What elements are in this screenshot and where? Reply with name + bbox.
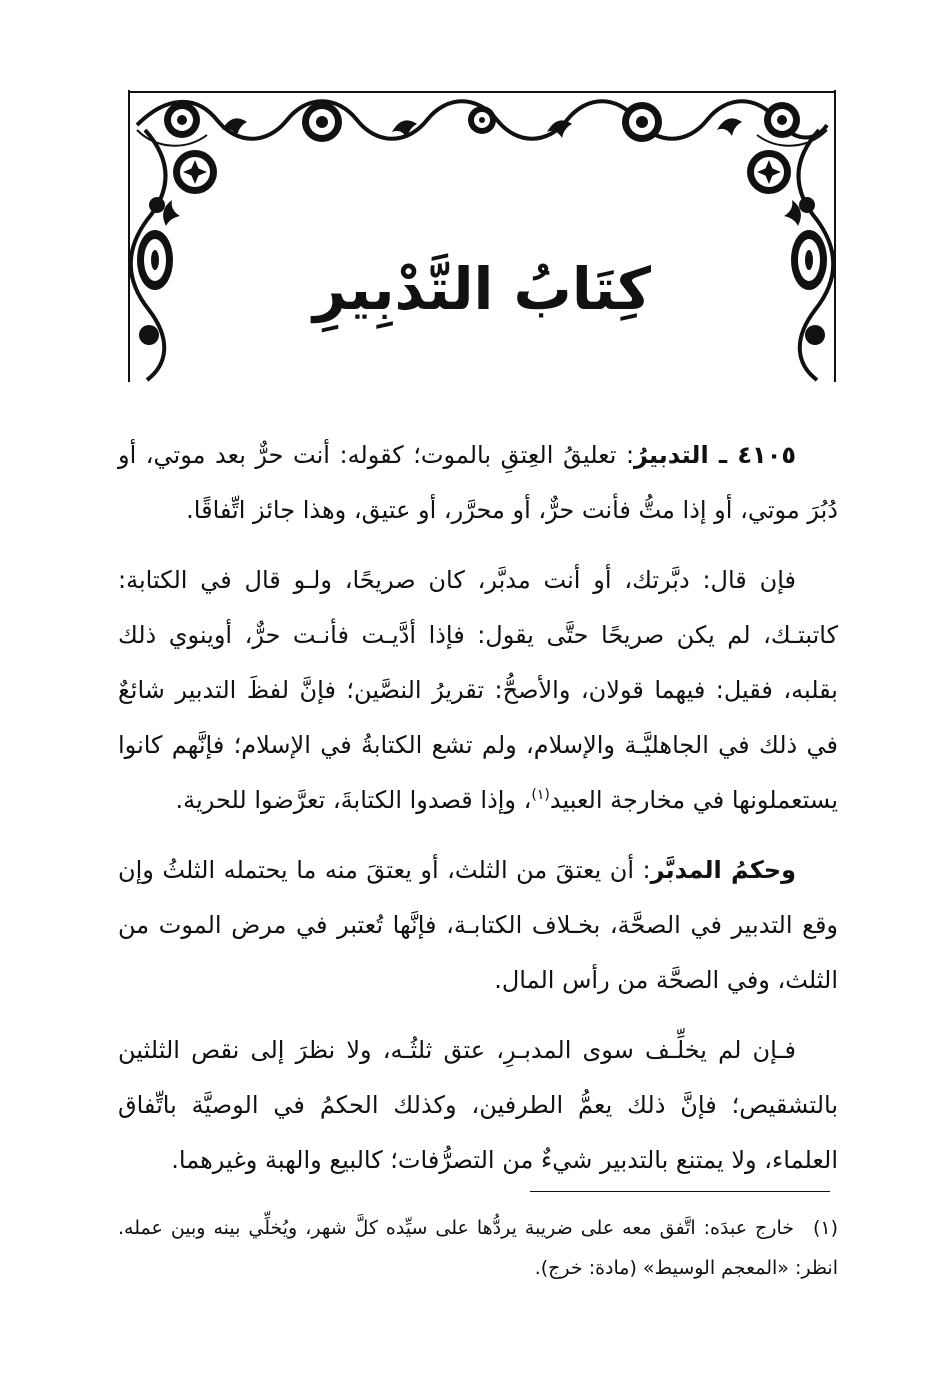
footnote-text: خارج عبدَه: اتَّفق معه على ضريبة يردُّها على سيِّده كلَّ شهر، ويُخلِّي بينه وبين عمله. انظر: «المعجم الوسيط» (مادة: خرج). [118,1217,838,1279]
main-text [118,428,838,1203]
paragraph-third-release [118,1023,838,1188]
footnote [118,1208,838,1288]
paragraph-text: فـإن لم يخلِّـف سوى المدبـرِ، عتق ثلثُـه، ولا نظرَ إلى نقص الثلثين بالتشقيص؛ فإنَّ ذلك يعمُّ الطرفين، وكذلك الحكمُ في الوصيَّة باتِّفاق العلماء، ولا يمتنع بالتدبير شيءٌ من التصرُّفات؛ كالبيع والهبة وغيرهما. [118,1036,838,1174]
footnote-divider [530,1191,830,1192]
paragraph-tadbir-wording [118,553,838,828]
arabesque-border-ornament [127,90,837,382]
footnote-marker: (١) [812,1217,838,1239]
paragraph-4105 [118,428,838,538]
footnote-reference[interactable]: (١) [531,787,550,803]
paragraph-mudabbar-ruling [118,843,838,1008]
paragraph-text: ، وإذا قصدوا الكتابةَ، تعرَّضوا للحرية. [175,786,532,814]
section-lead: وحكمُ المدبَّر [650,856,796,884]
paragraph-text: : تعليقُ العِتقِ بالموت؛ كقوله: أنت حرٌّ بعد موتي، أو دُبُرَ موتي، أو إذا متُّ فأنت حرٌّ، أو محرَّر، أو عتيق، وهذا جائز اتِّفاقًا. [118,441,838,524]
entry-number-heading: ٤١٠٥ ـ التدبيرُ [634,441,796,469]
paragraph-text: فإن قال: دبَّرتك، أو أنت مدبَّر، كان صريحًا، ولـو قال في الكتابة: كاتبتـك، لم يكن صريحًا حتَّى يقول: فإذا أدَّيـت فأنـت حرٌّ، أوينوي ذلك بقلبه، فقيل: فيهما قولان، والأصحُّ: تقريرُ النصَّين؛ فإنَّ لفظَ التدبير شائعٌ في ذلك في الجاهليَّـة والإسلام، ولم تشع الكتابةُ في الإسلام؛ فإنَّهم كانوا يستعملونها في مخارجة العبيد [118,566,838,814]
paragraph-text: : أن يعتقَ من الثلث، أو يعتقَ منه ما يحتمله الثلثُ وإن وقع التدبير في الصحَّة، بخـلاف الكتابـة، فإنَّها تُعتبر في مرض الموت من الثلث، وفي الصحَّة من رأس المال. [118,856,838,994]
ornamental-header-frame [127,90,837,382]
chapter-title: كِتَابُ التَّدْبِيرِ [312,255,652,323]
